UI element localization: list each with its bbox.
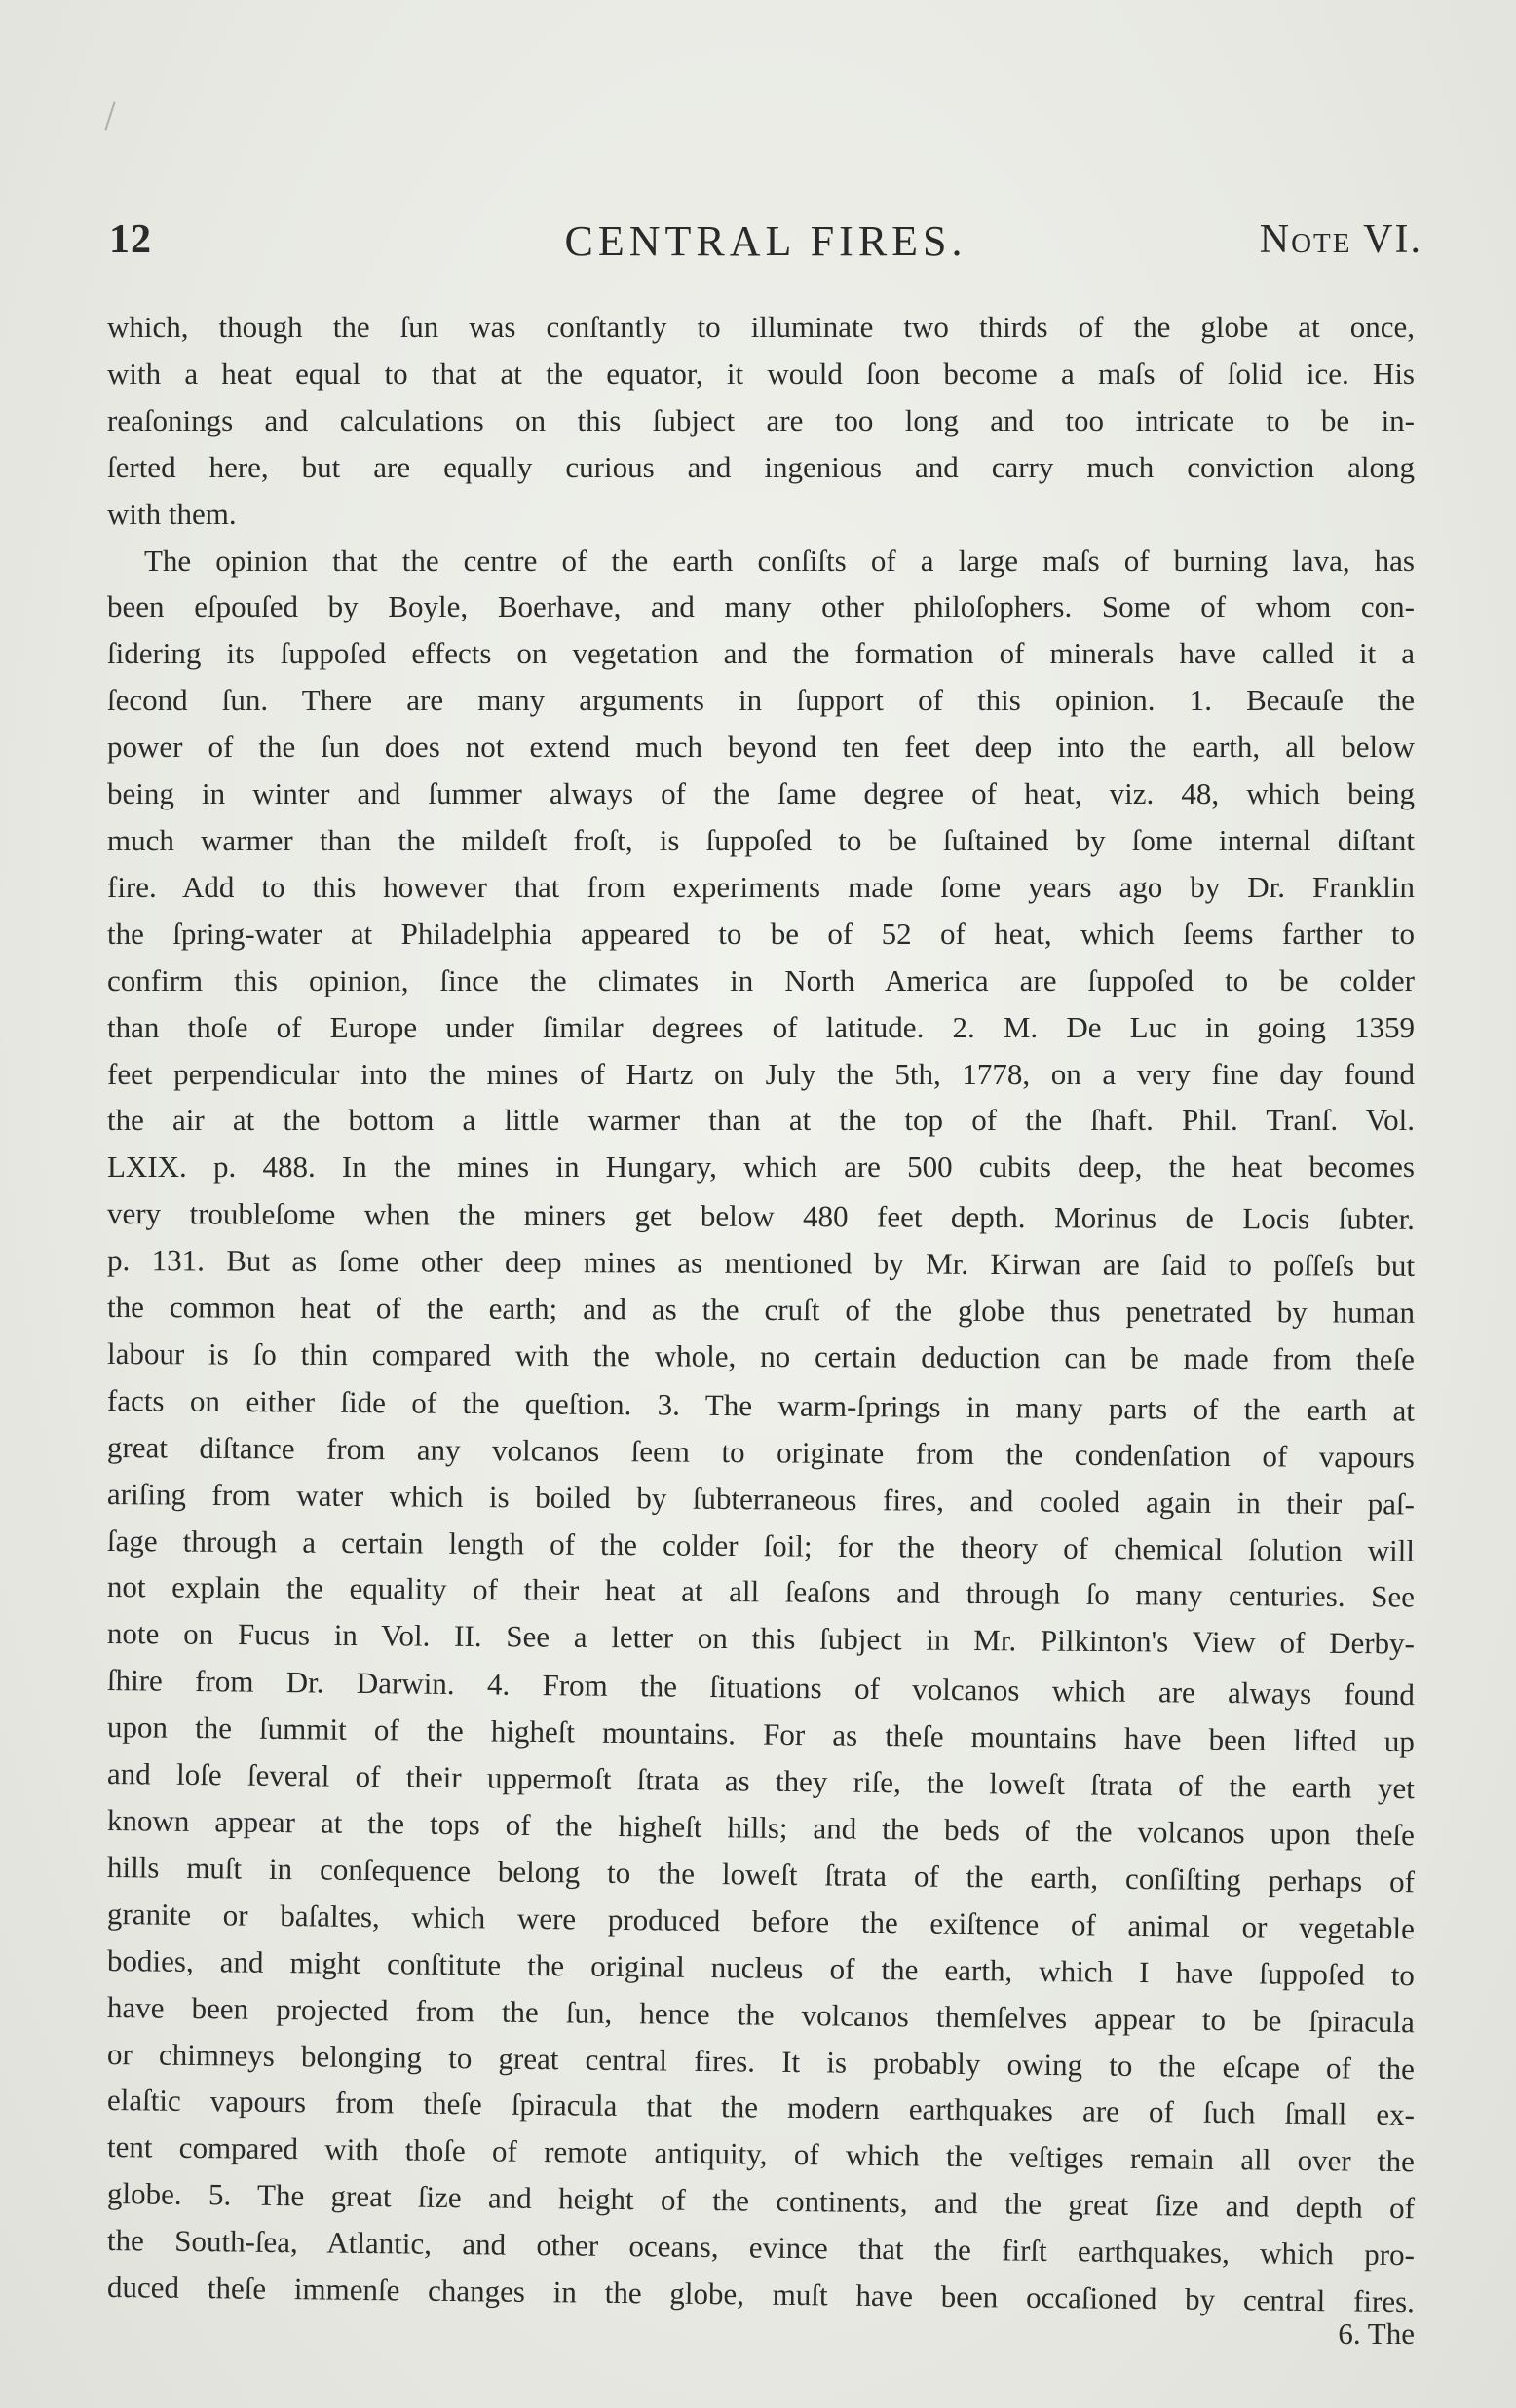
text-line: granite or baſaltes, which were produced before the exiſtence of animal or vegetable: [106, 1896, 1416, 1946]
text-line: facts on either ſide of the queſtion. 3. The warm-ſprings in many parts of the earth at: [106, 1382, 1416, 1428]
text-line: confirm this opinion, ſince the climates in North America are ſuppoſed to be colder: [107, 962, 1415, 997]
text-line: or chimneys belonging to great central fires. It is probably owing to the eſcape of the: [106, 2036, 1416, 2086]
text-line: great diſtance from any volcanos ſeem to originate from the condenſation of vapours: [106, 1429, 1416, 1475]
text-line: the common heat of the earth; and as the cruſt of the globe thus penetrated by human: [106, 1290, 1416, 1330]
text-line: reaſonings and calculations on this ſubject are too long and too intricate to be in-: [107, 402, 1415, 437]
text-line: with a heat equal to that at the equator, it would ſoon become a maſs of ſolid ice. His: [107, 356, 1415, 391]
text-line: been eſpouſed by Boyle, Boerhave, and many other philoſophers. Some of whom con-: [107, 589, 1415, 624]
text-line: with them.: [107, 496, 237, 531]
text-line: tent compared with thoſe of remote antiquity, of which the veſtiges remain all over the: [106, 2129, 1416, 2179]
text-line: p. 131. But as ſome other deep mines as mentioned by Mr. Kirwan are ſaid to poſſeſs but: [106, 1243, 1416, 1283]
text-line: labour is ſo thin compared with the whole, no certain deduction can be made from theſe: [106, 1336, 1416, 1376]
text-line: power of the ſun does not extend much beyond ten feet deep into the earth, all below: [107, 730, 1415, 765]
text-line: have been projected from the ſun, hence the volcanos themſelves appear to be ſpiracula: [106, 1989, 1416, 2039]
text-line: LXIX. p. 488. In the mines in Hungary, which are 500 cubits deep, the heat becomes: [107, 1149, 1415, 1185]
text-line: fire. Add to this however that from experiments made ſome years ago by Dr. Franklin: [107, 869, 1415, 904]
text-line: duced theſe immenſe changes in the globe, muſt have been occaſioned by central fires.: [106, 2270, 1416, 2319]
note-label: Note VI.: [1259, 217, 1422, 262]
text-line: ſerted here, but are equally curious and ingenious and carry much conviction along: [107, 449, 1415, 484]
text-line: bodies, and might conſtitute the original nucleus of the earth, which I have ſuppoſed to: [106, 1942, 1416, 1992]
text-line: and loſe ſeveral of their uppermoſt ſtrata as they riſe, the loweſt ſtrata of the earth yet: [106, 1756, 1416, 1806]
page-number: 12: [109, 217, 152, 262]
text-line: than thoſe of Europe under ſimilar degrees of latitude. 2. M. De Luc in going 1359: [107, 1009, 1415, 1044]
text-line: globe. 5. The great ſize and height of the continents, and the great ſize and depth of: [106, 2176, 1416, 2226]
text-line: ſhire from Dr. Darwin. 4. From the ſituations of volcanos which are always found: [106, 1663, 1416, 1712]
ink-mark: [104, 101, 115, 130]
text-line: which, though the ſun was conſtantly to illuminate two thirds of the globe at once,: [107, 310, 1415, 344]
catchword: 6. The: [1338, 2315, 1415, 2351]
page-header: [109, 216, 1422, 275]
text-line: being in winter and ſummer always of the ſame degree of heat, viz. 48, which being: [107, 776, 1415, 811]
text-line: the air at the bottom a little warmer than at the top of the ſhaft. Phil. Tranſ. Vol.: [107, 1103, 1415, 1138]
text-line: ariſing from water which is boiled by ſubterraneous fires, and cooled again in their paſ-: [106, 1476, 1416, 1522]
body-text: [107, 304, 1415, 2357]
text-line: feet perpendicular into the mines of Hartz on July the 5th, 1778, on a very fine day found: [107, 1056, 1415, 1091]
text-line: very troubleſome when the miners get below 480 feet depth. Morinus de Locis ſubter.: [106, 1196, 1416, 1237]
text-line: not explain the equality of their heat at all ſeaſons and through ſo many centuries. See: [106, 1569, 1416, 1615]
text-line: the South-ſea, Atlantic, and other oceans, evince that the firſt earthquakes, which pro-: [106, 2223, 1416, 2273]
text-line: the ſpring-water at Philadelphia appeared to be of 52 of heat, which ſeems farther to: [107, 916, 1415, 951]
text-line: note on Fucus in Vol. II. See a letter on this ſubject in Mr. Pilkinton's View of Derby-: [106, 1616, 1416, 1661]
text-line: ſage through a certain length of the colder ſoil; for the theory of chemical ſolution will: [106, 1523, 1416, 1568]
running-title: CENTRAL FIRES.: [564, 217, 967, 265]
paragraph-start-line: The opinion that the centre of the earth conſiſts of a large maſs of burning lava, has: [144, 543, 1415, 578]
text-line: hills muſt in conſequence belong to the loweſt ſtrata of the earth, conſiſting perhaps of: [106, 1849, 1416, 1900]
text-line: elaſtic vapours from theſe ſpiracula that the modern earthquakes are of ſuch ſmall ex-: [106, 2083, 1416, 2132]
text-line: known appear at the tops of the higheſt hills; and the beds of the volcanos upon theſe: [106, 1803, 1416, 1853]
text-line: ſecond ſun. There are many arguments in ſupport of this opinion. 1. Becauſe the: [107, 683, 1415, 718]
text-line: much warmer than the mildeſt froſt, is ſuppoſed to be ſuſtained by ſome internal diſtant: [107, 822, 1415, 857]
text-line: ſidering its ſuppoſed effects on vegetation and the formation of minerals have called it a: [107, 636, 1415, 671]
text-line: upon the ſummit of the higheſt mountains. For as theſe mountains have been lifted up: [106, 1710, 1416, 1759]
